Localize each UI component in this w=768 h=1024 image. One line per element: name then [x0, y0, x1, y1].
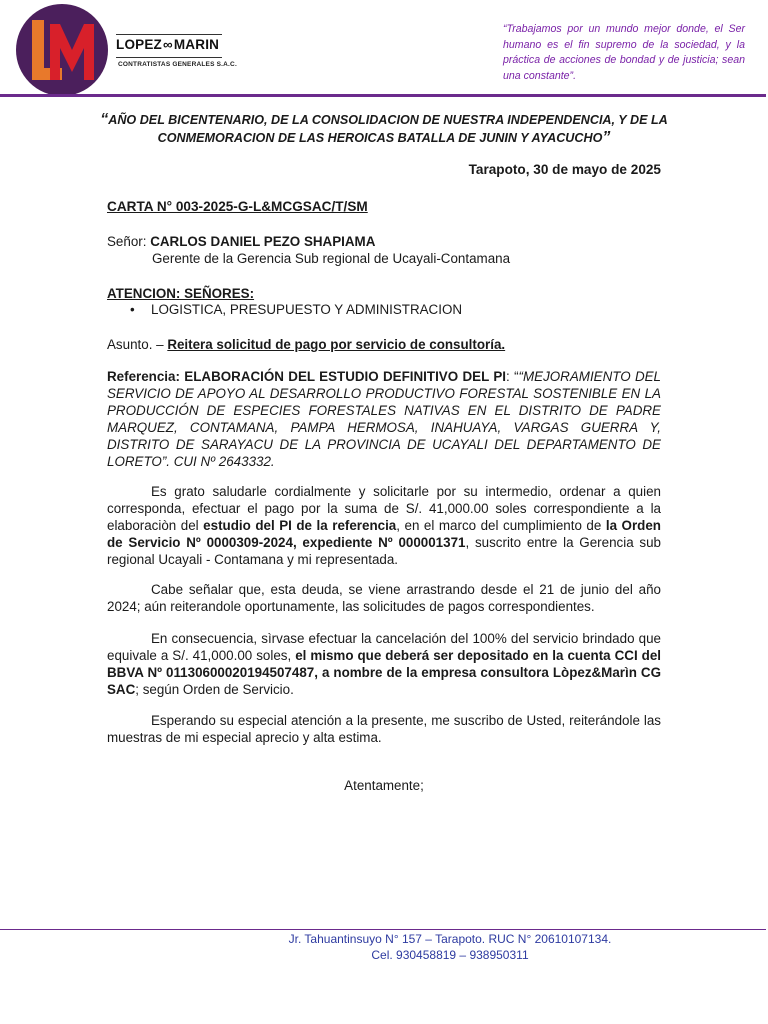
footer-phone: Cel. 930458819 – 938950311: [371, 948, 529, 962]
year-title-text: AÑO DEL BICENTENARIO, DE LA CONSOLIDACION DE NUESTRA INDEPENDENCIA, Y DE LA CONMEMORACION DE LAS HEROICAS BATALLA DE JUNIN Y AYACUCHO: [108, 113, 668, 145]
reference-label: Referencia: [107, 369, 176, 384]
company-subtitle: CONTRATISTAS GENERALES S.A.C.: [118, 61, 237, 68]
addressee: [107, 233, 661, 267]
lm-monogram-icon: [16, 4, 108, 96]
subject-text: Reitera solicitud de pago por servicio de consultoría.: [167, 337, 506, 352]
company-name: LOPEZ∞MARIN: [116, 37, 220, 52]
paragraph-3: En consecuencia, sìrvase efectuar la cancelación del 100% del servicio brindado que equivale a S/. 41,000.00 soles, el mismo que deberá ser depositado en la cuenta CCI del BBVA Nº 01130600020194507487, a nombre de la empresa consultora Lòpez&Marìn CG SAC; según Orden de Servicio.: [107, 631, 662, 697]
infinity-icon: ∞: [163, 37, 173, 52]
reference: Referencia: ELABORACIÓN DEL ESTUDIO DEFINITIVO DEL PI: ““MEJORAMIENTO DEL SERVICIO DE APOYO AL DESARROLLO PRODUCTIVO FORESTAL SOSTENIBLE EN LA PRODUCCIÓN DE ESPECIES FORESTALES NATIVAS EN EL DISTRITO DE PADRE MARQUEZ, CONTAMANA, PAMPA HERMOSA, INAHUAYA, VARGAS GUERRA Y, DISTRITO DE SARAYACU DE LA PROVINCIA DE UCAYALI DEL DEPARTAMENTO DE LORETO”. CUI Nº 2643332.: [107, 369, 661, 469]
closing: Atentamente;: [344, 778, 424, 793]
year-title: [100, 111, 668, 147]
letter-date: Tarapoto, 30 de mayo de 2025: [468, 162, 661, 177]
logo-emblem: [16, 4, 108, 96]
paragraph-1: Es grato saludarle cordialmente y solicitarle por su intermedio, ordenar a quien corresponda, efectuar el pago por la suma de S/. 41,000.00 soles correspondiente a la elaboraciòn del estudio del PI de la referencia, en el marco del cumplimiento de la Orden de Servicio Nº 0000309-2024, expediente Nº 000001371, suscrito entre la Gerencia sub regional Ucayali - Contamana y mi representada.: [107, 484, 661, 567]
company-motto: “Trabajamos por un mundo mejor donde, el Ser humano es el fin supremo de la sociedad, y la práctica de acciones de bondad y de justicia; sean una constante”.: [503, 23, 745, 82]
paragraph-4: Esperando su especial atención a la presente, me suscribo de Usted, reiterándole las muestras de mi especial aprecio y alta estima.: [107, 713, 661, 745]
paragraph-2: Cabe señalar que, esta deuda, se viene arrastrando desde el 21 de junio del año 2024; aún reiterandole oportunamente, las solicitudes de pagos correspondientes.: [107, 582, 661, 614]
addressee-prefix: Señor:: [107, 234, 151, 249]
company-logo: [16, 4, 237, 96]
attention-item: [130, 302, 462, 317]
close-quote: ”: [602, 129, 611, 146]
footer-divider: [0, 929, 766, 930]
logo-divider-top: [116, 34, 222, 35]
attention-item-text: LOGISTICA, PRESUPUESTO Y ADMINISTRACION: [151, 302, 463, 317]
open-quote: “: [100, 111, 109, 128]
subject: [107, 336, 661, 353]
reference-project: “MEJORAMIENTO DEL SERVICIO DE APOYO AL DESARROLLO PRODUCTIVO FORESTAL SOSTENIBLE EN LA PRODUCCIÓN DE ESPECIES FORESTALES NATIVAS EN EL DISTRITO DE PADRE MARQUEZ, CONTAMANA, PAMPA HERMOSA, INAHUAYA, VARGAS GUERRA Y, DISTRITO DE SARAYACU DE LA PROVINCIA DE UCAYALI DEL DEPARTAMENTO DE LORETO”. CUI Nº 2643332.: [107, 369, 661, 469]
bullet-icon: •: [130, 302, 135, 317]
logo-divider-bottom: [116, 57, 222, 58]
subject-prefix: Asunto. –: [107, 337, 168, 352]
addressee-name: CARLOS DANIEL PEZO SHAPIAMA: [150, 234, 376, 249]
footer-address: Jr. Tahuantinsuyo N° 157 – Tarapoto. RUC N° 20610107134.: [288, 932, 612, 946]
header-divider: [0, 94, 766, 97]
attention-label: ATENCION: SEÑORES:: [107, 286, 255, 301]
addressee-role: Gerente de la Gerencia Sub regional de Ucayali-Contamana: [152, 251, 511, 266]
reference-title: ELABORACIÓN DEL ESTUDIO DEFINITIVO DEL PI: [184, 369, 507, 384]
letter-number: CARTA N° 003-2025-G-L&MCGSAC/T/SM: [107, 199, 368, 214]
